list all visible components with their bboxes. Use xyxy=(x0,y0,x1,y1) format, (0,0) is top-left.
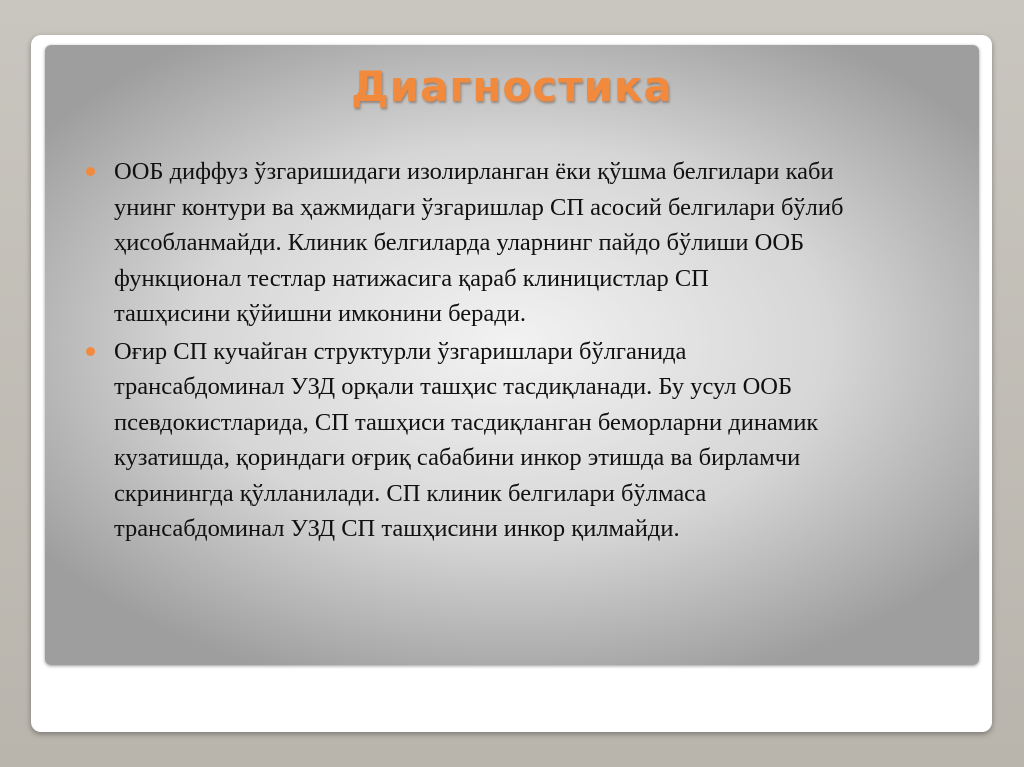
bullet-dot-icon xyxy=(86,167,95,176)
bullet-item xyxy=(86,154,956,332)
bullet-line: кузатишда, қориндаги оғриқ сабабини инкор этишда ва бирламчи xyxy=(114,444,801,471)
bullet-line: скринингда қўлланилади. СП клиник белгилари бўлмаса xyxy=(114,479,707,507)
bullet-line: ООБ диффуз ўзгаришидаги изолирланган ёки қўшма белгилари каби xyxy=(114,158,834,185)
bullet-line: трансабдоминал УЗД орқали ташҳис тасдиқланади. Бу усул ООБ xyxy=(114,373,793,400)
bullet-line: функционал тестлар натижасига қараб клиницистлар СП xyxy=(114,264,709,292)
bullet-line: унинг контури ва ҳажмидаги ўзгаришлар СП асосий белгилари бўлиб xyxy=(114,193,844,221)
bullet-item xyxy=(86,334,956,547)
bullet-line: трансабдоминал УЗД СП ташҳисини инкор қилмайди. xyxy=(114,515,680,542)
bullet-line: ҳисобланмайди. Клиник белгиларда уларнинг пайдо бўлиши ООБ xyxy=(114,229,805,256)
bullet-line: Оғир СП кучайган структурли ўзгаришлари бўлганида xyxy=(114,337,687,365)
bullet-line: псевдокистларида, СП ташҳиси тасдиқланган беморларни динамик xyxy=(114,408,819,436)
bullet-dot-icon xyxy=(86,347,95,356)
bullet-line: ташҳисини қўйишни имконини беради. xyxy=(114,300,526,327)
slide-title: Диагностика xyxy=(351,62,673,111)
bullet-list xyxy=(86,154,956,547)
